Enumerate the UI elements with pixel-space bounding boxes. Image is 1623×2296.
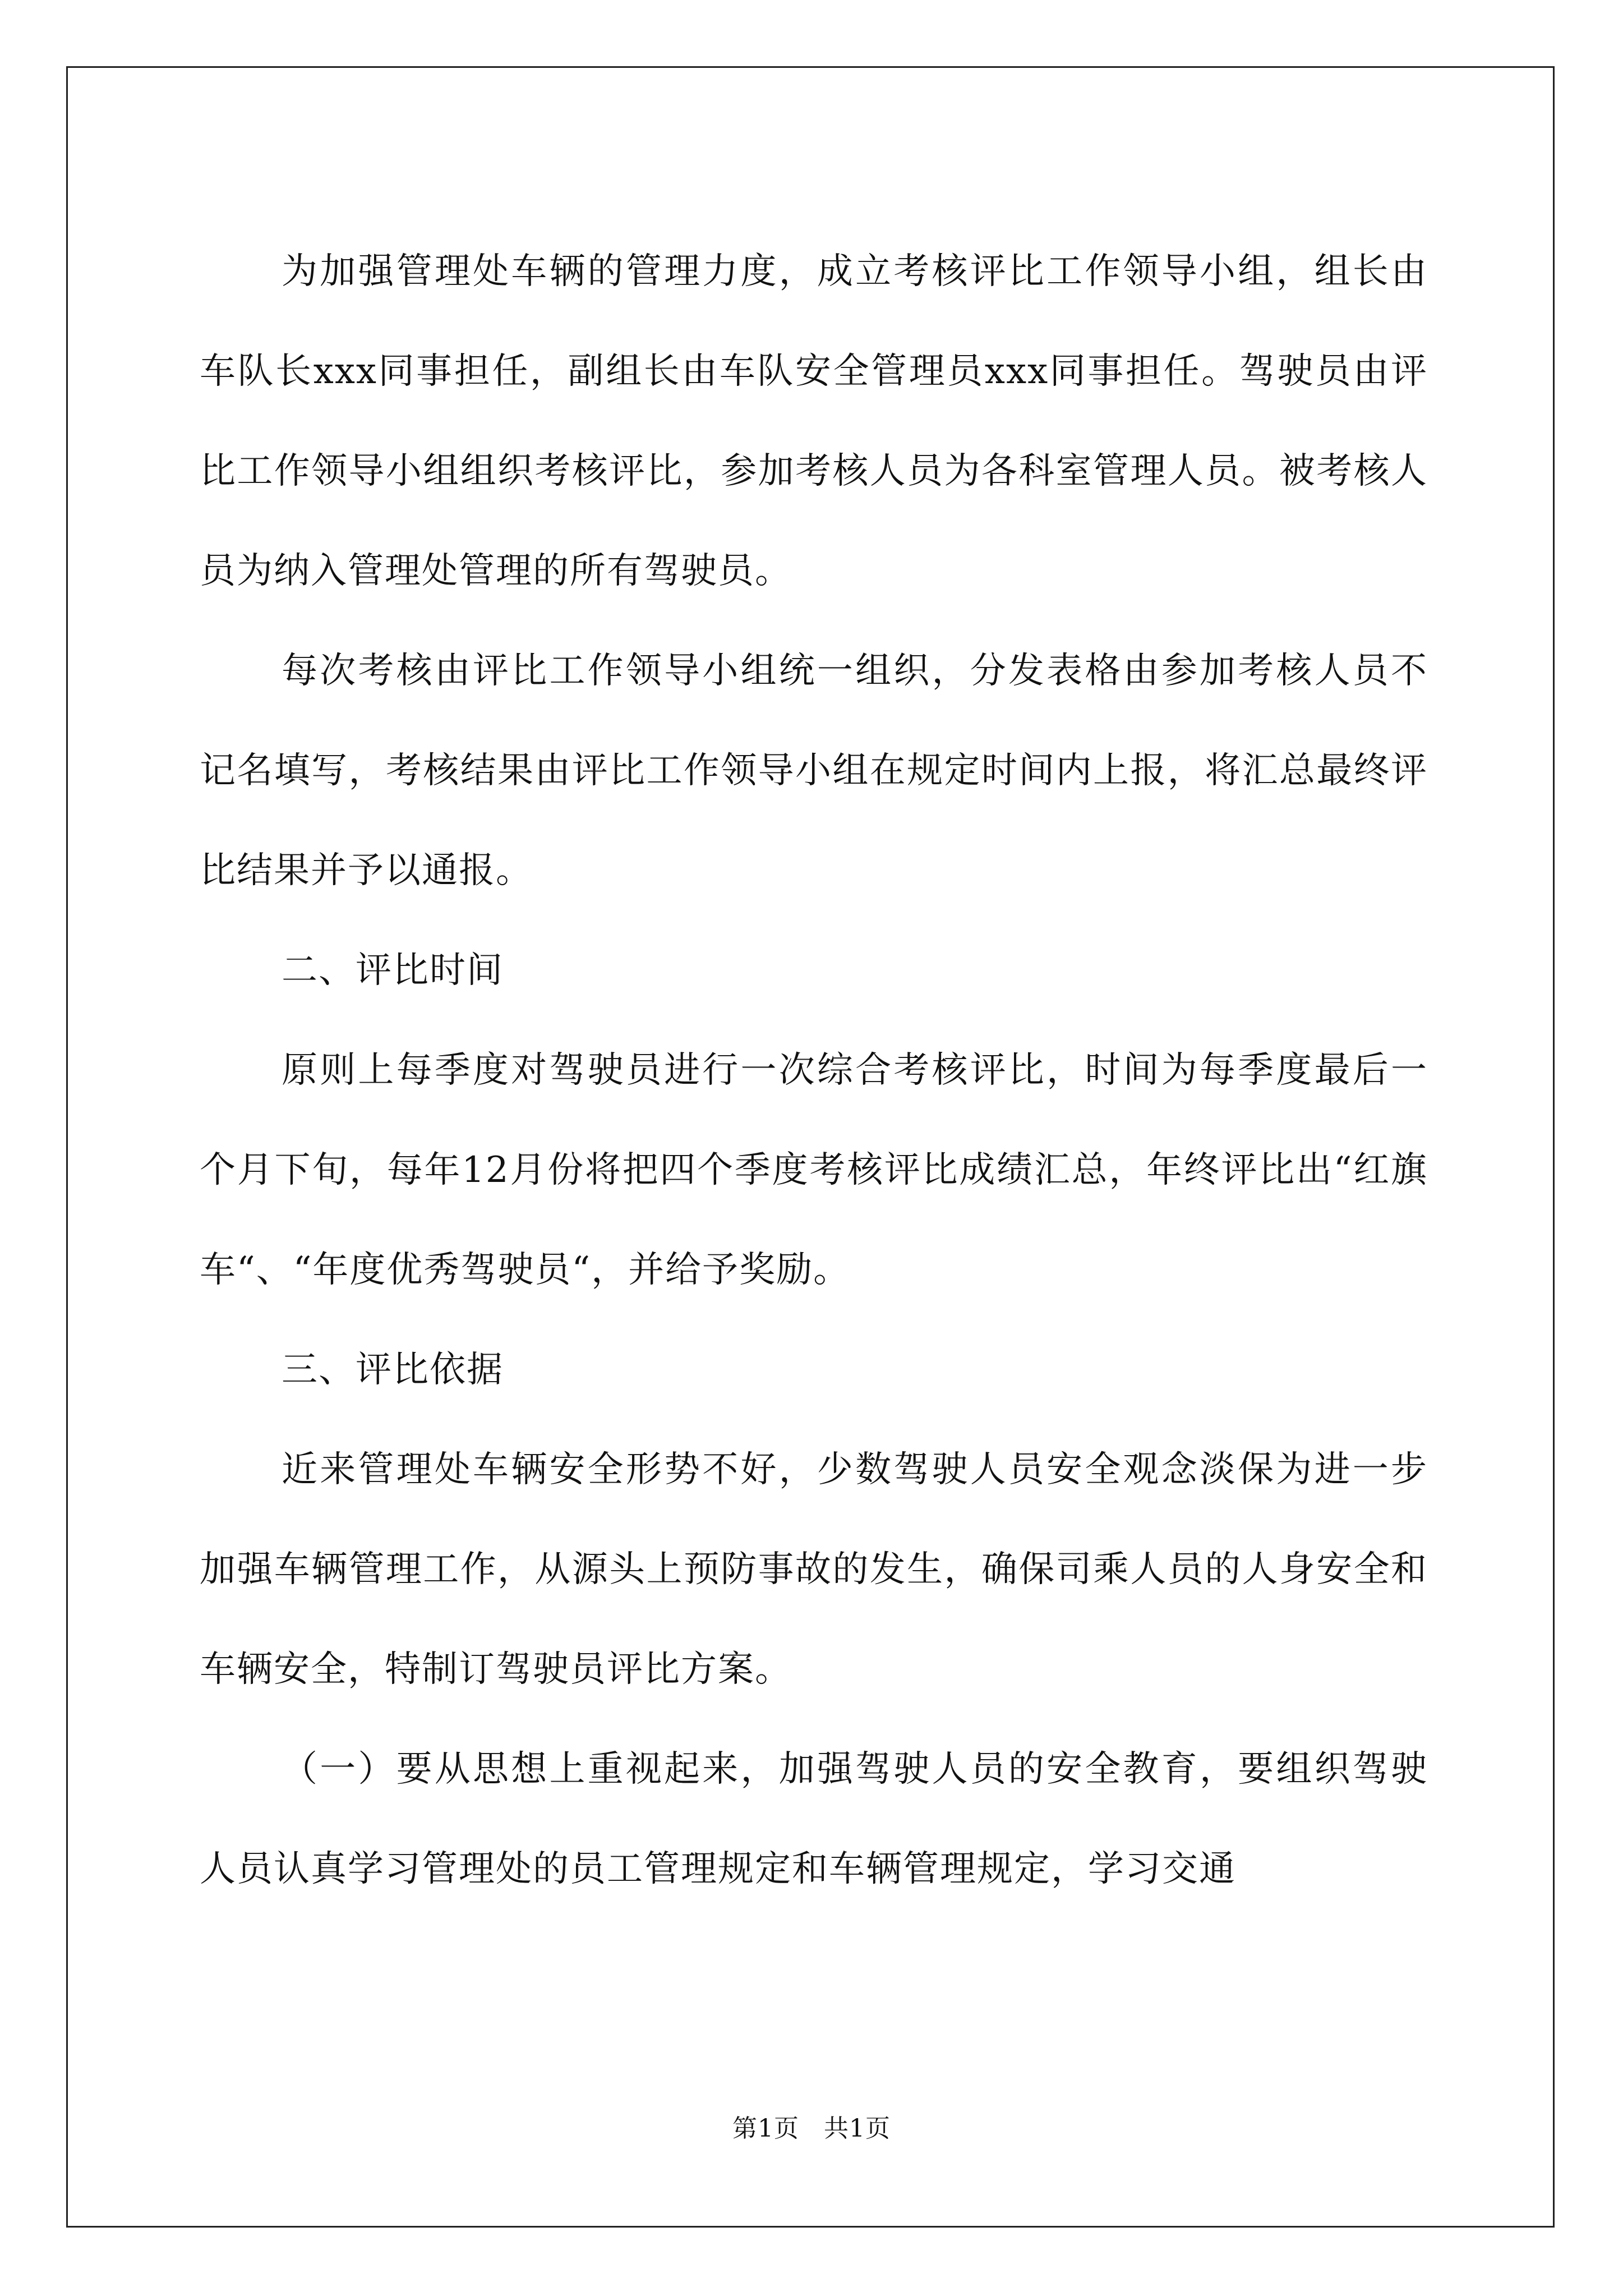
heading-evaluation-time: 二、评比时间	[282, 950, 504, 991]
page-footer	[0, 2112, 1623, 2146]
paragraph-assessment-process: 每次考核由评比工作领导小组统一组织，分发表格由参加考核人员不记名填写，考核结果由评比工作领导小组在规定时间内上报，将汇总最终评比结果并予以通报。	[200, 650, 1428, 891]
paragraph-leadership-group: 为加强管理处车辆的管理力度，成立考核评比工作领导小组，组长由车队长xxx同事担任，副组长由车队安全管理员xxx同事担任。驾驶员由评比工作领导小组组织考核评比，参加考核人员为各科室管理人员。被考核人员为纳入管理处管理的所有驾驶员。	[200, 251, 1428, 592]
page-number: 第1页	[732, 2114, 799, 2143]
paragraph-evaluation-basis: 近来管理处车辆安全形势不好，少数驾驶人员安全观念淡保为进一步加强车辆管理工作，从源头上预防事故的发生，确保司乘人员的人身安全和车辆安全，特制订驾驶员评比方案。	[200, 1449, 1428, 1690]
document-body	[200, 222, 1428, 1919]
paragraph-safety-education: （一）要从思想上重视起来，加强驾驶人员的安全教育，要组织驾驶人员认真学习管理处的员工管理规定和车辆管理规定，学习交通	[200, 1749, 1428, 1890]
page-total: 共1页	[824, 2114, 891, 2143]
paragraph-evaluation-time: 原则上每季度对驾驶员进行一次综合考核评比，时间为每季度最后一个月下旬，每年12月份将把四个季度考核评比成绩汇总，年终评比出“红旗车“、“年度优秀驾驶员“，并给予奖励。	[200, 1050, 1428, 1291]
heading-evaluation-basis: 三、评比依据	[282, 1349, 504, 1391]
